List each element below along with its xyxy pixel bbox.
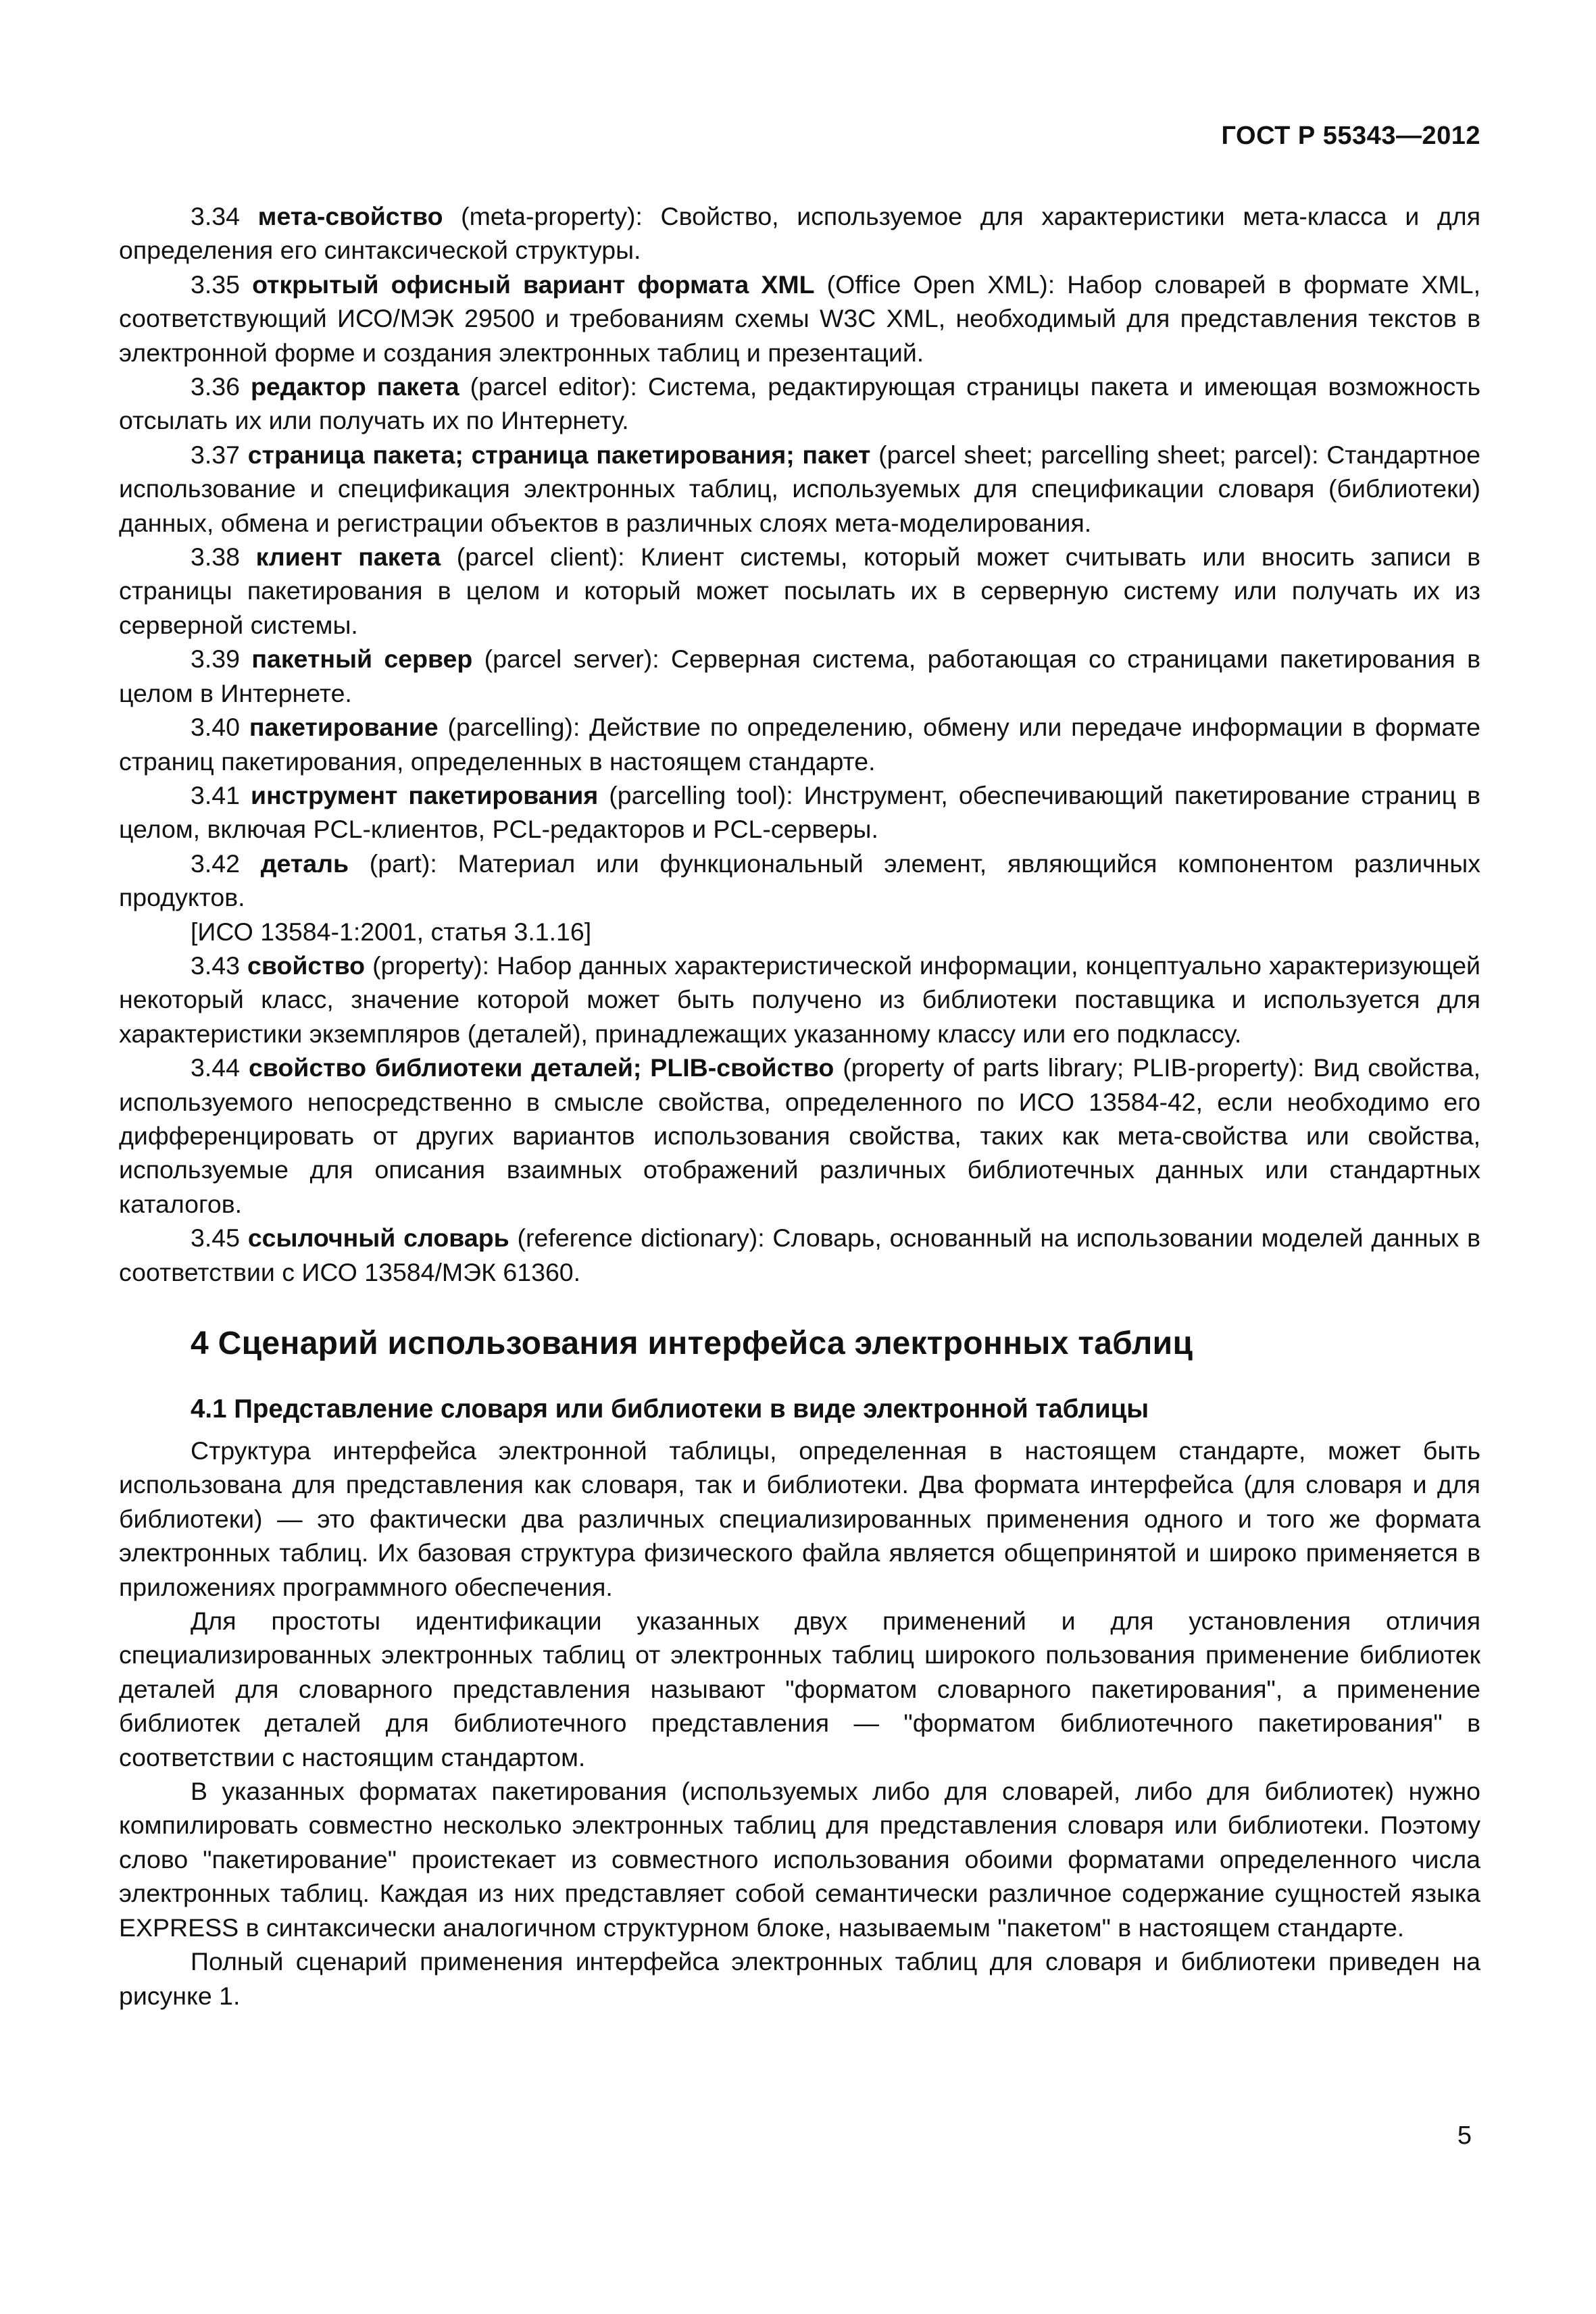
definition-number: 3.43	[191, 951, 240, 980]
definition-3-43	[119, 949, 1480, 1051]
body-paragraph: Полный сценарий применения интерфейса электронных таблиц для словаря и библиотеки приведен на рисунке 1.	[119, 1947, 1480, 2010]
definition-term: инструмент пакетирования	[251, 780, 599, 809]
definition-text: (parcelling): Действие по определению, обмену или передаче информации в формате страниц пакетирования, определенных в настоящем стандарте.	[119, 713, 1480, 776]
definition-term: редактор пакета	[250, 372, 459, 401]
definition-number: 3.41	[191, 780, 240, 809]
definition-source-reference: [ИСО 13584-1:2001, статья 3.1.16]	[191, 917, 592, 946]
definition-3-42	[119, 847, 1480, 915]
definition-text: (property): Набор данных характеристической информации, концептуально характеризующей некоторый класс, значение которой может быть получено из библиотеки поставщика и используется для характеристики экземпляров (деталей), принадлежащих указанному классу или его подклассу.	[119, 951, 1480, 1048]
body-paragraph: Структура интерфейса электронной таблицы, определенная в настоящем стандарте, может быть использована для представления как словаря, так и библиотеки. Два формата интерфейса (для словаря и для библиотеки) — это фактически два различных специализированных применения одного и того же формата электронных таблиц. Их базовая структура физического файла является общепринятой и широко применяется в приложениях программного обеспечения.	[119, 1436, 1480, 1601]
definition-number: 3.45	[191, 1224, 240, 1253]
definition-term: деталь	[260, 849, 349, 878]
definition-3-36	[119, 370, 1480, 438]
definition-number: 3.40	[191, 713, 240, 742]
definition-text: (reference dictionary): Словарь, основанный на использовании моделей данных в соответствии с ИСО 13584/МЭК 61360.	[119, 1224, 1480, 1286]
definition-3-34	[119, 199, 1480, 268]
definition-term: открытый офисный вариант формата XML	[252, 270, 815, 299]
definition-3-44	[119, 1051, 1480, 1221]
definition-text: (parcel editor): Система, редактирующая страницы пакета и имеющая возможность отсылать их или получать их по Интернету.	[119, 372, 1480, 435]
definition-text: (parcel server): Серверная система, работающая со страницами пакетирования в целом в Интернете.	[119, 645, 1480, 707]
definition-text: (parcel client): Клиент системы, который может считывать или вносить записи в страницы пакетирования в целом и который может посылать их в серверную систему или получать их из серверной системы.	[119, 543, 1481, 639]
definition-term: мета-свойство	[257, 202, 443, 230]
definition-3-45	[119, 1221, 1480, 1289]
definition-number: 3.37	[191, 440, 240, 469]
definition-3-40	[119, 710, 1480, 778]
definition-number: 3.39	[191, 645, 240, 674]
definition-number: 3.42	[191, 849, 240, 878]
subsection-heading: 4.1 Представление словаря или библиотеки в виде электронной таблицы	[191, 1394, 1149, 1424]
definition-number: 3.44	[191, 1053, 240, 1082]
definition-text: (parcelling tool): Инструмент, обеспечивающий пакетирование страниц в целом, включая PCL-клиентов, PCL-редакторов и PCL-серверы.	[119, 780, 1481, 844]
document-id-header: ГОСТ Р 55343—2012	[1221, 122, 1480, 150]
definition-text: (meta-property): Свойство, используемое для характеристики мета-класса и для определения его синтаксической структуры.	[119, 202, 1480, 265]
definition-text: (Office Open XML): Набор словарей в формате XML, соответствующий ИСО/МЭК 29500 и требованиям схемы W3C XML, необходимый для представления текстов в электронной форме и создания электронных таблиц и презентаций.	[119, 270, 1480, 367]
definition-3-41	[119, 778, 1480, 847]
body-paragraph: Для простоты идентификации указанных двух применений и для установления отличия специализированных электронных таблиц от электронных таблиц широкого пользования применение библиотек деталей для словарного представления называют "форматом словарного пакетирования", а применение библиотек деталей для библиотечного представления — "форматом библиотечного пакетирования" в соответствии с настоящим стандартом.	[119, 1607, 1480, 1771]
definition-3-35	[119, 268, 1480, 370]
definition-text: (parcel sheet; parcelling sheet; parcel): Стандартное использование и спецификация электронных таблиц, используемых для спецификации словаря (библиотеки) данных, обмена и регистрации объектов в различных слоях мета-моделирования.	[119, 440, 1481, 537]
definition-3-38	[119, 540, 1480, 642]
definition-text: (part): Материал или функциональный элемент, являющийся компонентом различных продуктов.	[119, 849, 1481, 912]
section-heading: 4 Сценарий использования интерфейса электронных таблиц	[191, 1326, 1193, 1361]
definition-number: 3.36	[191, 372, 240, 401]
definition-term: свойство библиотеки деталей; PLIB-свойство	[248, 1053, 834, 1082]
document-body	[119, 199, 1480, 2013]
definition-number: 3.34	[191, 202, 240, 230]
definition-number: 3.35	[191, 270, 240, 299]
definition-term: ссылочный словарь	[247, 1224, 509, 1253]
definition-term: пакетирование	[249, 713, 439, 742]
definition-3-37	[119, 438, 1480, 540]
body-paragraph: В указанных форматах пакетирования (используемых либо для словарей, либо для библиотек) нужно компилировать совместно несколько электронных таблиц для представления словаря или библиотеки. Поэтому слово "пакетирование" проистекает из совместного использования обоими форматами определенного числа электронных таблиц. Каждая из них представляет собой семантически различное содержание сущностей языка EXPRESS в синтаксически аналогичном структурном блоке, называемым "пакетом" в настоящем стандарте.	[119, 1777, 1480, 1942]
definition-term: клиент пакета	[255, 543, 441, 572]
definition-text: (property of parts library; PLIB-property): Вид свойства, используемого непосредственно в смысле свойства, определенного по ИСО 13584-42, если необходимо его дифференцировать от других вариантов использования свойства, таких как мета-свойства или свойства, используемые для описания взаимных отображений различных библиотечных данных или стандартных каталогов.	[119, 1053, 1480, 1218]
page-number: 5	[1457, 2121, 1472, 2150]
definition-3-39	[119, 642, 1480, 710]
definition-term: страница пакета; страница пакетирования; пакет	[247, 440, 871, 469]
definition-number: 3.38	[191, 543, 240, 572]
definition-term: свойство	[247, 951, 366, 980]
definition-term: пакетный сервер	[251, 645, 473, 674]
